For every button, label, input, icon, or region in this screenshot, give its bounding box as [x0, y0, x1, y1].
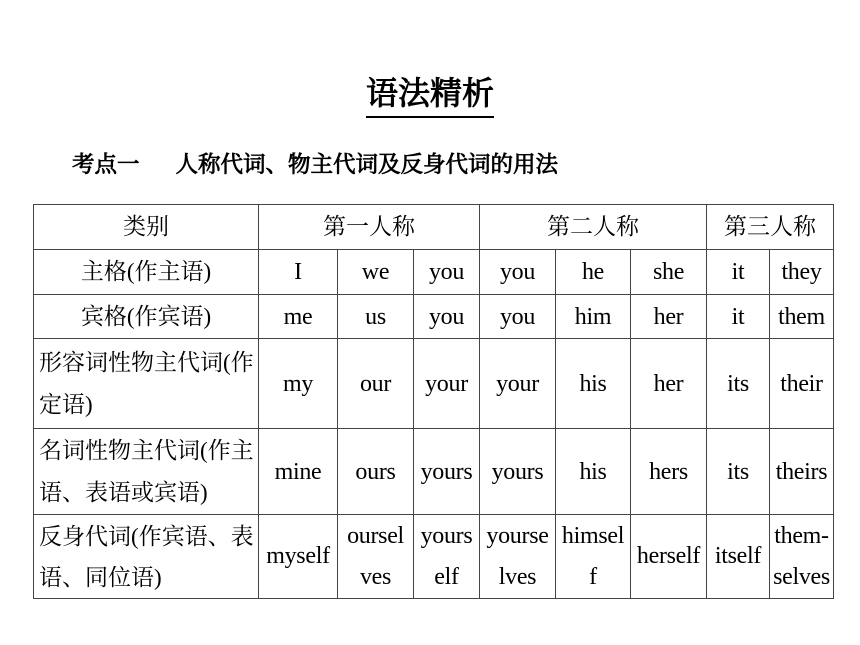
- row-label: 名词性物主代词(作主 语、表语或宾语): [34, 429, 259, 515]
- pronoun-cell: mine: [259, 429, 338, 515]
- section-label: 考点一: [72, 152, 140, 177]
- header-category: 类别: [34, 205, 259, 250]
- pronoun-cell: them: [770, 295, 834, 339]
- row-label: 宾格(作宾语): [34, 295, 259, 339]
- section-heading: [72, 150, 558, 180]
- pronoun-cell: our: [338, 339, 414, 429]
- row-label: 形容词性物主代词(作 定语): [34, 339, 259, 429]
- pronoun-cell: it: [707, 295, 770, 339]
- table-header-row: [34, 205, 834, 250]
- pronoun-cell: you: [480, 250, 556, 295]
- pronoun-cell: he: [556, 250, 631, 295]
- pronoun-cell: him: [556, 295, 631, 339]
- pronoun-cell: ours: [338, 429, 414, 515]
- pronoun-cell: you: [414, 295, 480, 339]
- pronoun-cell: his: [556, 429, 631, 515]
- table-row: [34, 295, 834, 339]
- pronoun-cell: they: [770, 250, 834, 295]
- pronoun-cell: your: [414, 339, 480, 429]
- pronoun-cell: you: [480, 295, 556, 339]
- header-third-person: 第三人称: [707, 205, 834, 250]
- pronoun-cell: myself: [259, 515, 338, 599]
- pronoun-cell: his: [556, 339, 631, 429]
- header-first-person: 第一人称: [259, 205, 480, 250]
- pronoun-cell: her: [631, 295, 707, 339]
- pronoun-cell: yours elf: [414, 515, 480, 599]
- pronoun-cell: oursel ves: [338, 515, 414, 599]
- section-topic: 人称代词、物主代词及反身代词的用法: [175, 152, 559, 177]
- pronoun-cell: your: [480, 339, 556, 429]
- header-second-person: 第二人称: [480, 205, 707, 250]
- pronoun-cell: their: [770, 339, 834, 429]
- pronoun-cell: it: [707, 250, 770, 295]
- pronoun-cell: hers: [631, 429, 707, 515]
- pronoun-cell: she: [631, 250, 707, 295]
- pronoun-cell: them- selves: [770, 515, 834, 599]
- pronoun-cell: her: [631, 339, 707, 429]
- pronoun-cell: its: [707, 339, 770, 429]
- pronoun-cell: theirs: [770, 429, 834, 515]
- table-row: [34, 515, 834, 599]
- title-block: [0, 73, 860, 118]
- pronoun-cell: yourse lves: [480, 515, 556, 599]
- pronoun-cell: my: [259, 339, 338, 429]
- row-label: 反身代词(作宾语、表 语、同位语): [34, 515, 259, 599]
- pronoun-table: [33, 204, 834, 599]
- pronoun-cell: you: [414, 250, 480, 295]
- pronoun-cell: yours: [414, 429, 480, 515]
- page-title: 语法精析: [366, 73, 494, 118]
- pronoun-cell: we: [338, 250, 414, 295]
- pronoun-cell: itself: [707, 515, 770, 599]
- pronoun-cell: us: [338, 295, 414, 339]
- row-label: 主格(作主语): [34, 250, 259, 295]
- table-row: [34, 339, 834, 429]
- pronoun-cell: himsel f: [556, 515, 631, 599]
- pronoun-cell: its: [707, 429, 770, 515]
- table-row: [34, 429, 834, 515]
- table-row: [34, 250, 834, 295]
- pronoun-cell: yours: [480, 429, 556, 515]
- pronoun-cell: I: [259, 250, 338, 295]
- pronoun-cell: herself: [631, 515, 707, 599]
- pronoun-cell: me: [259, 295, 338, 339]
